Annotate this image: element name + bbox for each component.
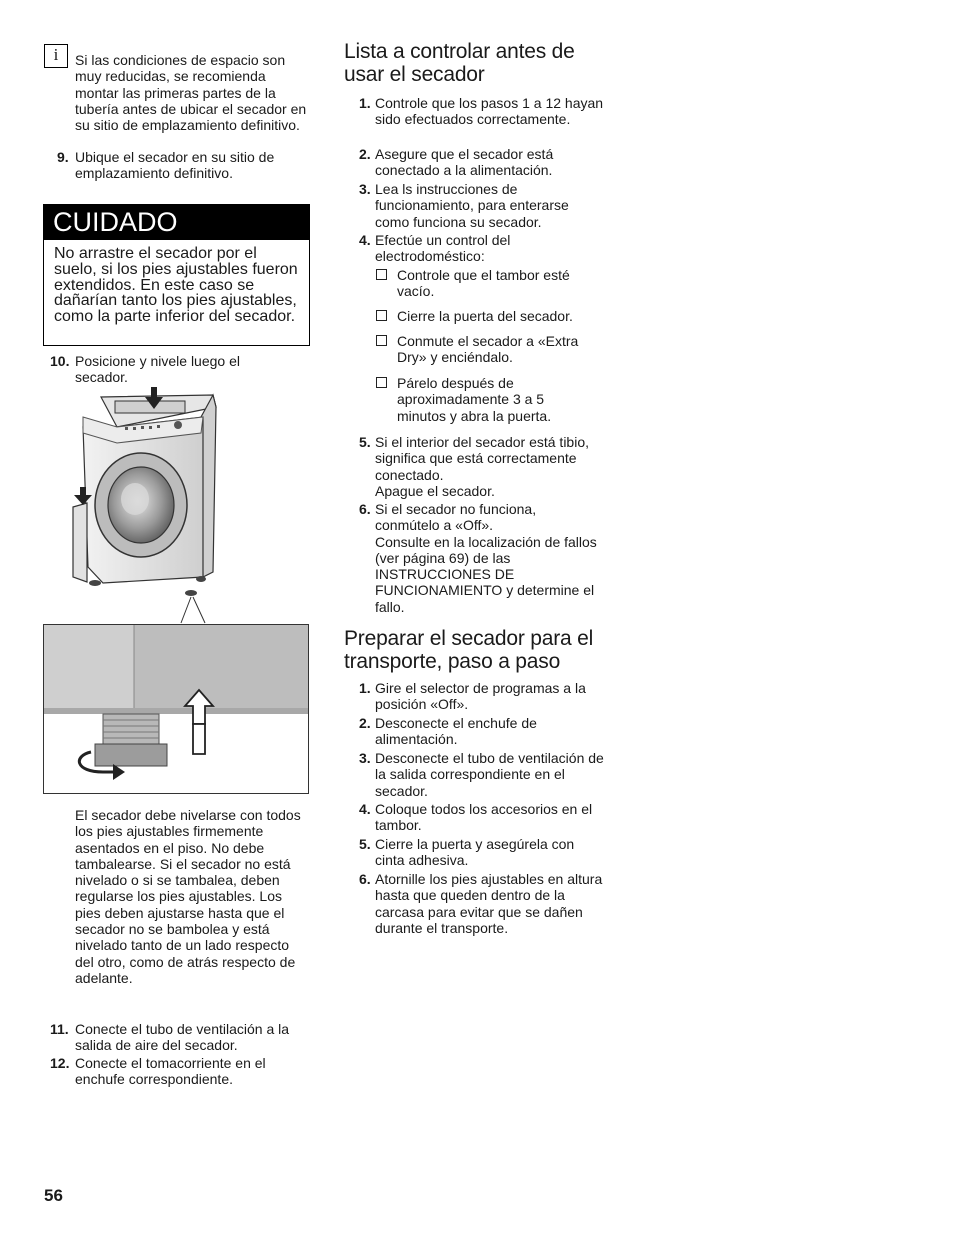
step-text: Controle que los pasos 1 a 12 hayan sido efectuados correctamente.: [375, 95, 604, 128]
checkbox-icon: [376, 377, 387, 388]
section-title: Lista a controlar antes de usar el secador: [344, 40, 575, 86]
step-text: Desconecte el enchufe de alimentación.: [375, 715, 537, 748]
step-number: 11.: [50, 1021, 69, 1037]
step-number: 9.: [57, 149, 69, 165]
step-number: 1.: [359, 680, 371, 696]
step-text: Ubique el secador en su sitio de emplazamiento definitivo.: [75, 149, 275, 182]
step-number: 4.: [359, 232, 371, 248]
step-text: Asegure que el secador está conectado a la alimentación.: [375, 146, 554, 179]
check-item: Controle que el tambor esté vacío.: [397, 267, 570, 300]
step-text: Posicione y nivele luego el secador.: [75, 353, 240, 386]
checkbox-icon: [376, 269, 387, 280]
check-item: Cierre la puerta del secador.: [397, 308, 573, 324]
step-text: Gire el selector de programas a la posición «Off».: [375, 680, 586, 713]
step-text: Cierre la puerta y asegúrela con cinta adhesiva.: [375, 836, 575, 869]
step-text: Si el secador no funciona, conmútelo a «Off». Consulte en la localización de fallos (ver página 69) de las INSTRUCCIONES DE FUNCIONAMIENTO y determine el fallo.: [375, 501, 597, 615]
step-number: 1.: [359, 95, 371, 111]
step-text: Efectúe un control del electrodoméstico:: [375, 232, 511, 265]
info-note: Si las condiciones de espacio son muy reducidas, se recomienda montar las primeras partes de la tubería antes de ubicar el secador en su sitio de emplazamiento definitivo.: [75, 52, 307, 134]
step-number: 6.: [359, 501, 371, 517]
step-number: 2.: [359, 146, 371, 162]
step-number: 12.: [50, 1055, 70, 1071]
page-number: 56: [44, 1186, 63, 1205]
dryer-illustration: [43, 387, 311, 627]
leveling-paragraph: El secador debe nivelarse con todos los pies ajustables firmemente asentados en el piso. No debe tambalearse. Si el secador no está nivelado o si se tambalea, deben regularse los pies ajustables. Los pies deben ajustarse hasta que el secador no se bambolea y está nivelado tanto de un lado respecto del otro, como de atrás respecto de adelante.: [75, 807, 301, 986]
step-number: 5.: [359, 434, 371, 450]
step-text: Atornille los pies ajustables en altura hasta que queden dentro de la carcasa para evitar que se dañen durante el transporte.: [375, 871, 603, 936]
step-number: 3.: [359, 750, 371, 766]
step-text: Conecte el tubo de ventilación a la salida de aire del secador.: [75, 1021, 290, 1054]
step-number: 2.: [359, 715, 371, 731]
adjustable-foot-illustration: [43, 624, 309, 794]
step-text: Conecte el tomacorriente en el enchufe correspondiente.: [75, 1055, 266, 1088]
step-text: Coloque todos los accesorios en el tambor.: [375, 801, 593, 834]
step-number: 4.: [359, 801, 371, 817]
checkbox-icon: [376, 335, 387, 346]
step-text: Si el interior del secador está tibio, significa que está correctamente conectado. Apague el secador.: [375, 434, 589, 499]
warning-text: No arrastre el secador por el suelo, si los pies ajustables fueron extendidos. En este caso se dañarían tanto los pies ajustables, como la parte inferior del secador.: [43, 240, 310, 346]
info-icon: i: [44, 44, 68, 68]
checkbox-icon: [376, 310, 387, 321]
step-number: 3.: [359, 181, 371, 197]
section-title: Preparar el secador para el transporte, paso a paso: [344, 627, 594, 673]
step-text: Desconecte el tubo de ventilación de la salida correspondiente en el secador.: [375, 750, 604, 799]
warning-title: CUIDADO: [43, 204, 310, 240]
step-number: 5.: [359, 836, 371, 852]
check-item: Conmute el secador a «Extra Dry» y enciéndalo.: [397, 333, 579, 366]
step-number: 10.: [50, 353, 70, 369]
step-number: 6.: [359, 871, 371, 887]
check-item: Párelo después de aproximadamente 3 a 5 minutos y abra la puerta.: [397, 375, 552, 424]
step-text: Lea ls instrucciones de funcionamiento, para enterarse como funciona su secador.: [375, 181, 569, 230]
